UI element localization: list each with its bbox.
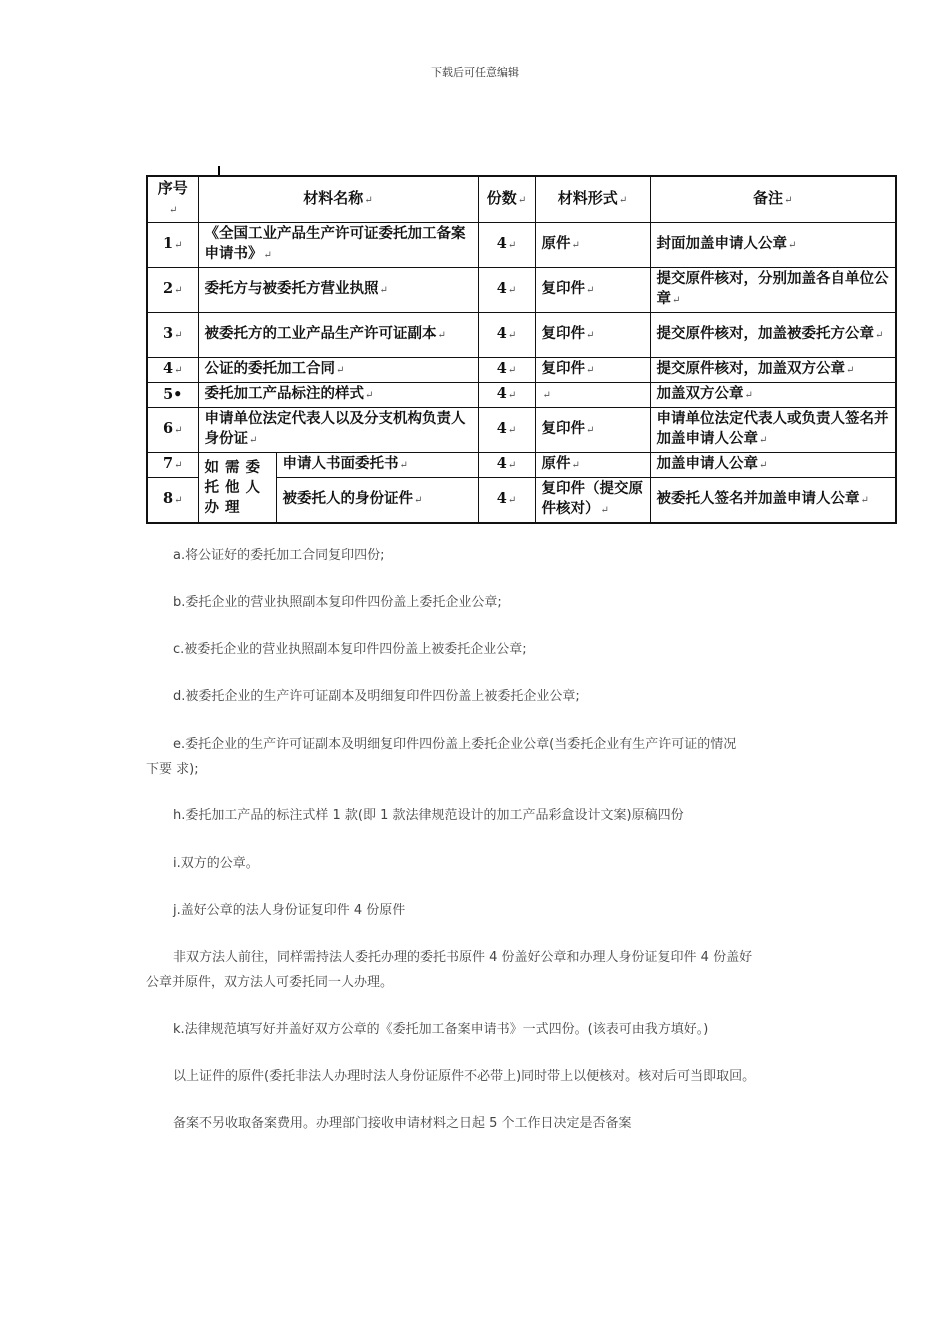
header-no: 序号↵: [147, 176, 198, 223]
paragraph-d: d.被委托企业的生产许可证副本及明细复印件四份盖上被委托企业公章;: [173, 689, 580, 704]
row-group: 如需委托他人办理: [198, 453, 276, 524]
paragraph-h: h.委托加工产品的标注式样 1 款(即 1 款法律规范设计的加工产品彩盒设计文案)原稿四份: [173, 808, 684, 823]
row-name: 委托加工产品标注的样式↵: [198, 383, 478, 408]
row-no: 5•: [147, 383, 198, 408]
row-name: 被委托人的身份证件↵: [276, 478, 478, 524]
page-header: 下载后可任意编辑: [431, 66, 519, 79]
paragraph-b: b.委托企业的营业执照副本复印件四份盖上委托企业公章;: [173, 595, 502, 610]
row-no: 7↵: [147, 453, 198, 478]
row-count: 4↵: [478, 313, 535, 358]
row-note: 提交原件核对，加盖被委托方公章↵: [650, 313, 896, 358]
row-name: 申请单位法定代表人以及分支机构负责人身份证↵: [198, 408, 478, 453]
row-count: 4↵: [478, 453, 535, 478]
paragraph-a: a.将公证好的委托加工合同复印四份;: [173, 548, 385, 563]
row-form: 复印件↵: [535, 408, 650, 453]
paragraph-i: i.双方的公章。: [173, 856, 259, 871]
paragraph-e-line2: 下要 求);: [146, 762, 199, 777]
paragraph-c: c.被委托企业的营业执照副本复印件四份盖上被委托企业公章;: [173, 642, 527, 657]
row-form: 复印件↵: [535, 313, 650, 358]
header-note: 备注↵: [650, 176, 896, 223]
row-count: 4↵: [478, 223, 535, 268]
row-name: 公证的委托加工合同↵: [198, 358, 478, 383]
row-name: 申请人书面委托书↵: [276, 453, 478, 478]
row-note: 申请单位法定代表人或负责人签名并加盖申请人公章↵: [650, 408, 896, 453]
row-count: 4↵: [478, 408, 535, 453]
row-no: 1↵: [147, 223, 198, 268]
header-form: 材料形式↵: [535, 176, 650, 223]
row-name: 被委托方的工业产品生产许可证副本↵: [198, 313, 478, 358]
table-row: [147, 408, 896, 453]
row-count: 4↵: [478, 268, 535, 313]
table-row: [147, 358, 896, 383]
table-row: [147, 313, 896, 358]
row-no: 3↵: [147, 313, 198, 358]
row-form: 原件↵: [535, 453, 650, 478]
row-form: 复印件（提交原件核对）↵: [535, 478, 650, 524]
row-name: 委托方与被委托方营业执照↵: [198, 268, 478, 313]
row-no: 4↵: [147, 358, 198, 383]
paragraph-fee: 备案不另收取备案费用。办理部门接收申请材料之日起 5 个工作日决定是否备案: [173, 1116, 632, 1131]
table-row: [147, 383, 896, 408]
header-count: 份数↵: [478, 176, 535, 223]
row-note: 提交原件核对，加盖双方公章↵: [650, 358, 896, 383]
paragraph-k: k.法律规范填写好并盖好双方公章的《委托加工备案申请书》一式四份。(该表可由我方填好。): [173, 1022, 709, 1037]
row-note: 加盖双方公章↵: [650, 383, 896, 408]
row-form: 复印件↵: [535, 268, 650, 313]
table-row: [147, 223, 896, 268]
paragraph-j: j.盖好公章的法人身份证复印件 4 份原件: [173, 903, 406, 918]
row-form: ↵: [535, 383, 650, 408]
row-no: 6↵: [147, 408, 198, 453]
row-no: 2↵: [147, 268, 198, 313]
paragraph-originals: 以上证件的原件(委托非法人办理时法人身份证原件不必带上)同时带上以便核对。核对后可当即取回。: [173, 1069, 756, 1084]
header-name: 材料名称↵: [198, 176, 478, 223]
row-note: 加盖申请人公章↵: [650, 453, 896, 478]
table-row: [147, 268, 896, 313]
row-count: 4↵: [478, 478, 535, 524]
row-note: 封面加盖申请人公章↵: [650, 223, 896, 268]
paragraph-non-legal-line2: 公章并原件，双方法人可委托同一人办理。: [146, 975, 394, 990]
paragraph-non-legal-line1: 非双方法人前往，同样需持法人委托办理的委托书原件 4 份盖好公章和办理人身份证复印件 4 份盖好: [173, 950, 753, 965]
paragraph-e-line1: e.委托企业的生产许可证副本及明细复印件四份盖上委托企业公章(当委托企业有生产许可证的情况: [173, 737, 737, 752]
row-name: 《全国工业产品生产许可证委托加工备案申请书》↵: [198, 223, 478, 268]
text-cursor-mark: [218, 166, 220, 175]
table-row: [147, 453, 896, 478]
materials-table: [146, 175, 897, 524]
table-header-row: [147, 176, 896, 223]
row-note: 被委托人签名并加盖申请人公章↵: [650, 478, 896, 524]
row-form: 复印件↵: [535, 358, 650, 383]
row-note: 提交原件核对，分别加盖各自单位公章↵: [650, 268, 896, 313]
row-count: 4↵: [478, 383, 535, 408]
row-count: 4↵: [478, 358, 535, 383]
row-form: 原件↵: [535, 223, 650, 268]
row-no: 8↵: [147, 478, 198, 524]
